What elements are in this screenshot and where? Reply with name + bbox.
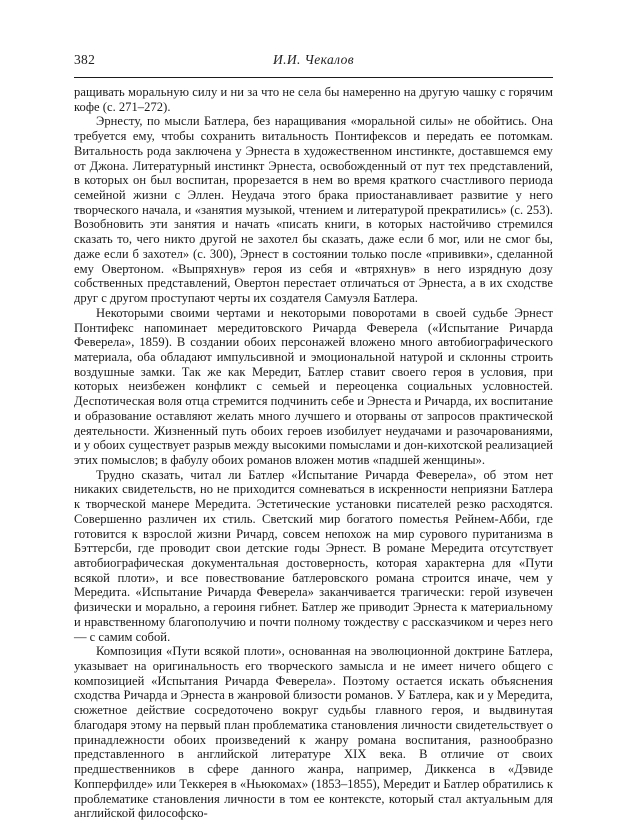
- paragraph: Трудно сказать, читал ли Батлер «Испытание Ричарда Феверела», об этом нет никаких свидетельств, но не приходится сомневаться в искренности неприязни Батлера к творческой манере Мередита. Эстетические установки писателей резко расходятся. Совершенно различен их стиль. Светский мир богатого поместья Рейнем-Абби, где готовится к взрослой жизни Ричард, совсем непохож на мир сурового пуританизма в Бэттерсби, где проводит свои детские годы Эрнест. В романе Мередита отсутствует автобиографическая документальная достоверность, которая характерна для «Пути всякой плоти», и все повествование батлеровского романа строится иначе, чем у Мередита. «Испытание Ричарда Феверела» заканчивается трагически: герой изувечен физически и морально, а героиня гибнет. Батлер же приводит Эрнеста к материальному и нравственному благополучию и почти полному тождеству с рассказчиком и через него — с самим собой.: [74, 467, 553, 644]
- running-title-author: И.И. Чекалов: [272, 52, 355, 67]
- page-number: 382: [74, 52, 96, 67]
- header-rule-divider: [74, 77, 553, 78]
- paragraph: Эрнесту, по мысли Батлера, без наращивания «моральной силы» не обойтись. Она требуется ему, чтобы сохранить витальность Понтифексов и передать ее потомкам. Витальность рода заключена у Эрнеста в художественном инстинкте, доставшемся ему от Джона. Литературный инстинкт Эрнеста, освобожденный от пут тех представлений, в которых он был воспитан, прорезается в нем во время краткого счастливого периода семейной жизни с Эллен. Неудача этого брака приостанавливает развитие у него творческого начала, и «занятия музыкой, чтением и литературой прекратились» (с. 253). Возобновить эти занятия и начать «писать книги, в которых настойчиво стремился сказать то, чего никто другой не захотел бы сказать, даже если б мог, или не смог бы, даже если б захотел» (с. 300), Эрнест в состоянии только после «прививки», сделанной ему Овертоном. «Выпряхнув» героя из себя и «втряхнув» в него изрядную дозу собственных представлений, Овертон перестает отличаться от Эрнеста, а в их сходстве друг с другом проступают черты их создателя Самуэля Батлера.: [74, 114, 553, 306]
- paragraph: ращивать моральную силу и ни за что не села бы намеренно на другую чашку с горячим кофе (с. 271–272).: [74, 85, 553, 114]
- running-head: [74, 52, 553, 74]
- body-text-block: [74, 85, 553, 821]
- paragraph: Композиция «Пути всякой плоти», основанная на эволюционной доктрине Батлера, указывает на оригинальность его творческого замысла и не имеет ничего общего с композицией «Испытания Ричарда Феверела». Поэтому остается искать объяснения сходства Ричарда и Эрнеста в жанровой близости романов. У Батлера, как и у Мередита, сюжетное действие сосредоточено вокруг судьбы главного героя, и выдвинутая благодаря этому на первый план проблематика становления личности свидетельствует о принадлежности обоих произведений к жанру романа воспитания, разнообразно представленного в английской литературе XIX века. В отличие от своих предшественников в сфере данного жанра, например, Диккенса в «Дэвиде Копперфилде» или Теккерея в «Ньюкомах» (1853–1855), Мередит и Батлер обратились к проблематике становления личности в том ее контексте, который стал актуальным для английской философско-: [74, 644, 553, 821]
- paragraph: Некоторыми своими чертами и некоторыми поворотами в своей судьбе Эрнест Понтифекс напоминает мередитовского Ричарда Феверела («Испытание Ричарда Феверела», 1859). В создании обоих персонажей вложено много автобиографического материала, оба обладают импульсивной и эмоциональной натурой и склонны строить воздушные замки. Так же как Мередит, Батлер ставит своего героя в условия, при которых неизбежен конфликт с семьей и переоценка социальных условностей. Деспотическая воля отца стремится подчинить себе и Эрнеста и Ричарда, их воспитание и образование оставляют желать много лучшего и оторваны от запросов практической деятельности. Жизненный путь обоих героев изобилует неудачами и разочарованиями, и у обоих существует разрыв между высокими помыслами и дон-кихотской реализацией этих помыслов; в фабулу обоих романов вложен мотив «падшей женщины».: [74, 305, 553, 467]
